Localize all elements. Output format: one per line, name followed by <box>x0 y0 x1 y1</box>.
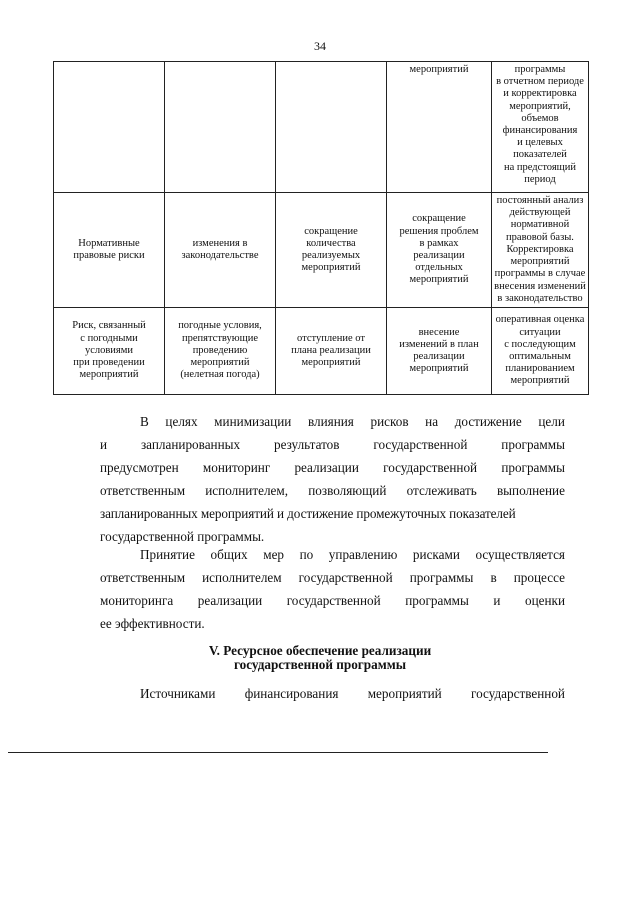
word: Источниками <box>140 686 216 701</box>
cell-text-line: мероприятий, <box>509 100 571 112</box>
word: влияния <box>307 414 354 429</box>
table-row <box>54 62 589 193</box>
paragraph-line <box>100 433 565 456</box>
section-title-line: государственной программы <box>234 657 406 672</box>
cell-text-line: оптимальным <box>509 351 571 362</box>
table-cell <box>54 308 165 395</box>
cell-text-line: условиями <box>84 344 134 356</box>
word: оценки <box>524 593 565 608</box>
cell-text-line: оперативная оценка <box>495 314 585 326</box>
cell-text-line: внесение <box>418 326 460 338</box>
word: исполнителем, <box>205 483 289 498</box>
word: минимизации <box>214 414 292 429</box>
cell-text-line: при проведении <box>73 357 145 369</box>
cell-text-line: мероприятий <box>510 375 570 387</box>
cell-text-line: в законодательство <box>497 292 583 304</box>
cell-text-line: действующей <box>509 207 571 219</box>
table-cell <box>387 308 492 395</box>
cell-text-line: нормативной <box>510 219 570 231</box>
cell-text-line: объемов <box>521 112 559 124</box>
cell-text-line: решения проблем <box>399 225 479 237</box>
word: государственной <box>298 570 393 585</box>
cell-text-line: и целевых <box>517 137 563 149</box>
word: и <box>493 593 501 608</box>
word: программы <box>501 437 565 452</box>
word: Принятие <box>140 547 195 562</box>
cell-text-line: внесения изменений <box>494 280 586 292</box>
paragraph-funding <box>100 682 565 705</box>
cell-text-line: мероприятий <box>190 357 250 369</box>
paragraph-risk-monitoring <box>100 410 565 548</box>
word: В <box>140 414 149 429</box>
cell-text-line: мероприятий <box>301 357 361 369</box>
word: ответственным <box>100 570 186 585</box>
table-cell <box>276 193 387 308</box>
cell-text-line: сокращение <box>412 213 466 225</box>
footer-divider <box>8 752 548 753</box>
word: мероприятий <box>367 686 442 701</box>
word: реализации <box>294 460 359 475</box>
word: рисков <box>370 414 409 429</box>
word: цели <box>538 414 565 429</box>
table-cell <box>387 62 492 193</box>
word: на <box>425 414 439 429</box>
paragraph-line: запланированных мероприятий и достижение промежуточных показателей <box>100 506 516 521</box>
table-row <box>54 308 589 395</box>
cell-text-line: с погодными <box>80 332 138 344</box>
word: государственной <box>383 460 478 475</box>
table-cell <box>276 308 387 395</box>
risk-table <box>53 61 589 395</box>
cell-text-line: Нормативные <box>78 237 140 249</box>
table-cell <box>492 308 589 395</box>
paragraph-line <box>100 456 565 479</box>
cell-text-line: Корректировка <box>506 243 574 255</box>
word: достижение <box>454 414 522 429</box>
word: общих <box>210 547 248 562</box>
cell-text-line: препятствующие <box>181 332 258 344</box>
table-cell <box>54 62 165 193</box>
word: программы <box>409 570 474 585</box>
cell-text-line: реализации <box>413 351 465 362</box>
table-cell <box>165 62 276 193</box>
table-row <box>54 193 589 308</box>
word: результатов <box>274 437 340 452</box>
word: запланированных <box>140 437 241 452</box>
table-cell <box>276 62 387 193</box>
word: мониторинга <box>100 593 174 608</box>
table-cell <box>165 308 276 395</box>
cell-text-line: законодательстве <box>181 250 259 261</box>
table-cell <box>165 193 276 308</box>
paragraph-line <box>100 566 565 589</box>
cell-text-line: мероприятий <box>510 256 570 268</box>
cell-text-line: Риск, связанный <box>72 320 146 332</box>
cell-text-line: в отчетном периоде <box>496 76 584 88</box>
cell-text-line: изменения в <box>192 237 248 249</box>
cell-text-line: на предстоящий <box>504 161 576 173</box>
paragraph-line <box>140 410 565 433</box>
cell-text-line: мероприятий <box>79 369 139 381</box>
cell-text-line: погодные условия, <box>178 320 262 332</box>
word: реализации <box>197 593 263 608</box>
word: государственной <box>373 437 468 452</box>
table-cell <box>54 193 165 308</box>
cell-text-line: программы в случае <box>494 268 586 280</box>
cell-text-line: мероприятий <box>409 64 469 75</box>
cell-text-line: мероприятий <box>409 363 469 375</box>
word: управлению <box>328 547 398 562</box>
word: целях <box>165 414 198 429</box>
word: государственной <box>286 593 381 608</box>
word: по <box>299 547 314 562</box>
paragraph-line <box>140 682 565 705</box>
word: позволяющий <box>308 483 387 498</box>
cell-text-line: показателей <box>513 149 567 161</box>
cell-text-line: период <box>524 173 556 185</box>
cell-text-line: и корректировка <box>503 88 577 100</box>
cell-text-line: в рамках <box>419 237 459 249</box>
paragraph-line: государственной программы. <box>100 529 265 544</box>
word: выполнение <box>496 483 565 498</box>
cell-text-line: мероприятий <box>301 262 361 274</box>
word: программы <box>501 460 565 475</box>
word: осуществляется <box>475 547 565 562</box>
cell-text-line: с последующим <box>504 338 576 350</box>
section-title <box>0 644 640 672</box>
cell-text-line: реализуемых <box>301 250 361 261</box>
cell-text-line: проведению <box>192 344 248 356</box>
cell-text-line: сокращение <box>304 225 358 237</box>
word: рисками <box>412 547 460 562</box>
cell-text-line: программы <box>514 64 566 75</box>
word: мониторинг <box>202 460 271 475</box>
paragraph-line <box>100 589 565 612</box>
cell-text-line: правовые риски <box>73 250 145 261</box>
cell-text-line: планированием <box>505 363 575 375</box>
word: государственной <box>471 686 565 701</box>
word: ответственным <box>100 483 186 498</box>
table-cell <box>492 62 589 193</box>
cell-text-line: отдельных <box>415 262 463 274</box>
cell-text-line: изменений в план <box>399 338 479 350</box>
word: программы <box>405 593 469 608</box>
word: предусмотрен <box>100 460 179 475</box>
table-cell <box>492 193 589 308</box>
paragraph-line <box>100 479 565 502</box>
page-number: 34 <box>314 39 326 53</box>
word: в <box>490 570 497 585</box>
cell-text-line: правовой базы. <box>506 231 574 243</box>
paragraph-risk-management <box>100 543 565 635</box>
word: исполнителем <box>202 570 282 585</box>
cell-text-line: мероприятий <box>409 274 469 286</box>
paragraph-line <box>140 543 565 566</box>
cell-text-line: реализации <box>413 250 465 261</box>
cell-text-line: количества <box>306 237 356 249</box>
cell-text-line: финансирования <box>502 125 578 137</box>
cell-text-line: ситуации <box>519 326 561 338</box>
word: финансирования <box>244 686 339 701</box>
word: мер <box>263 547 285 562</box>
cell-text-line: постоянный анализ <box>496 195 584 207</box>
cell-text-line: отступление от <box>297 332 365 344</box>
word: отслеживать <box>406 483 477 498</box>
cell-text-line: плана реализации <box>291 344 371 356</box>
paragraph-line: ее эффективности. <box>100 616 205 631</box>
section-title-line: V. Ресурсное обеспечение реализации <box>208 643 432 658</box>
table-cell <box>387 193 492 308</box>
cell-text-line: (нелетная погода) <box>180 369 260 381</box>
word: процессе <box>513 570 565 585</box>
word: и <box>100 437 108 452</box>
